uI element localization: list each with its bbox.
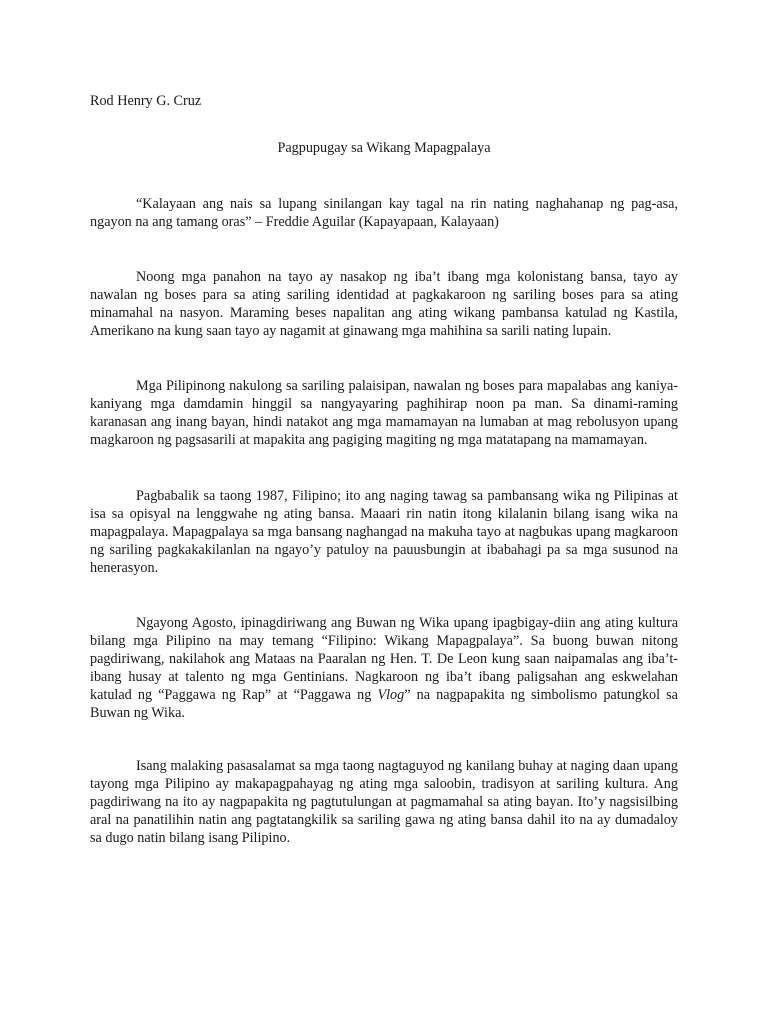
paragraph-national-language-1987: Pagbabalik sa taong 1987, Filipino; ito ang naging tawag sa pambansang wika ng Pilipinas at isa sa opisyal na lenggwahe ng ating bansa. Maaari rin natin itong kilalanin bilang isang wika na mapagpalaya. Mapagpalaya sa mga bansang naghangad na makuha tayo at nagbukas upang magkaroon ng sariling pagkakakilanlan na ngayo’y patuloy na pauusbungin at ibabahagi pa sa mga susunod na henerasyon.: [90, 488, 678, 576]
paragraph-colonial-history: Noong mga panahon na tayo ay nasakop ng iba’t ibang mga kolonistang bansa, tayo ay nawalan ng boses para sa ating sariling identidad at pagkakaroon ng sariling boses para sa ating minamahal na nasyon. Maraming beses napalitan ang ating wikang pambansa katulad ng Kastila, Amerikano na kung saan tayo ay nagamit at ginawang mga mahihina sa sarili nating lupain.: [90, 269, 678, 339]
paragraph-text-end: ” na nagpapakita ng simbolismo patungkol sa Buwan ng Wika.: [90, 687, 678, 721]
author-name: Rod Henry G. Cruz: [90, 93, 202, 109]
paragraph-gratitude: Isang malaking pasasalamat sa mga taong nagtaguyod ng kanilang buhay at naging daan upang tayong mga Pilipino ay makapagpahayag ng ating mga saloobin, tradisyon at sariling kultura. Ang pagdiriwang na ito ay nagpapakita ng pagtutulungan at pagmamahal sa ating bayan. Ito’y nagsisilbing aral na panatilihin natin ang pagtatangkilik sa sariling gawa ng ating bansa dahil ito na ay dumadaloy sa dugo natin bilang isang Pilipino.: [90, 758, 678, 846]
paragraph-filipino-struggle: Mga Pilipinong nakulong sa sariling palaisipan, nawalan ng boses para mapalabas ang kaniya-kaniyang mga damdamin hinggil sa nangyayaring paghihirap noon pa man. Sa dinami-raming karanasan ang inang bayan, hindi natakot ang mga mamamayan na lumaban at mag rebolusyon upang magkaroon ng pagsasarili at mapakita ang pagiging magiting ng mga matatapang na mamamayan.: [90, 378, 678, 448]
vlog-emphasis: Vlog: [377, 687, 405, 703]
paragraph-buwan-ng-wika: [90, 614, 678, 722]
essay-title: Pagpupugay sa Wikang Mapagpalaya: [277, 140, 491, 156]
paragraph-text-start: Ngayong Agosto, ipinagdiriwang ang Buwan ng Wika upang ipagbigay-diin ang ating kultura bilang mga Pilipino na may temang “Filipino: Wikang Mapagpalaya”. Sa buong buwan nitong pagdiriwang, nakilahok ang Mataas na Paaralan ng Hen. T. De Leon kung saan naipamalas ang iba’t-ibang husay at talento ng mga Gentinians. Nagkaroon ng iba’t ibang paligsahan ang eskwelahan katulad ng “Paggawa ng Rap” at “Paggawa ng: [90, 615, 678, 703]
opening-quote: “Kalayaan ang nais sa lupang sinilangan kay tagal na rin nating naghahanap ng pag-asa, ngayon na ang tamang oras” – Freddie Aguilar (Kapayapaan, Kalayaan): [90, 196, 678, 230]
